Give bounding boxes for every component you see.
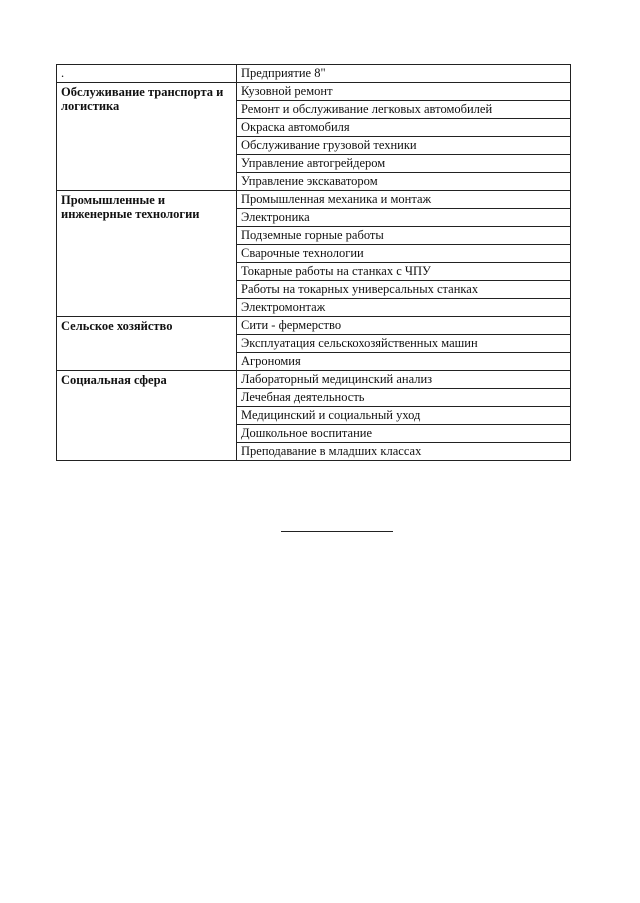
category-cell: Обслуживание транспорта и логистика — [57, 83, 237, 191]
competencies-table-body — [57, 65, 571, 461]
table-header-row — [57, 65, 571, 83]
competency-cell: Преподавание в младших классах — [237, 443, 571, 461]
competency-cell: Сварочные технологии — [237, 245, 571, 263]
competency-cell: Медицинский и социальный уход — [237, 407, 571, 425]
competency-cell: Управление автогрейдером — [237, 155, 571, 173]
competency-cell: Работы на токарных универсальных станках — [237, 281, 571, 299]
header-left-cell: . — [57, 65, 237, 83]
table-row — [57, 371, 571, 389]
table-row — [57, 191, 571, 209]
separator-line — [281, 531, 393, 532]
competencies-table — [56, 64, 571, 461]
competency-cell: Токарные работы на станках с ЧПУ — [237, 263, 571, 281]
competency-cell: Электромонтаж — [237, 299, 571, 317]
competency-cell: Агрономия — [237, 353, 571, 371]
competency-cell: Сити - фермерство — [237, 317, 571, 335]
competency-cell: Лабораторный медицинский анализ — [237, 371, 571, 389]
category-cell: Сельское хозяйство — [57, 317, 237, 371]
competency-cell: Лечебная деятельность — [237, 389, 571, 407]
competency-cell: Эксплуатация сельскохозяйственных машин — [237, 335, 571, 353]
table-row — [57, 83, 571, 101]
competency-cell: Дошкольное воспитание — [237, 425, 571, 443]
competency-cell: Обслуживание грузовой техники — [237, 137, 571, 155]
competency-cell: Управление экскаватором — [237, 173, 571, 191]
table-row — [57, 317, 571, 335]
competency-cell: Электроника — [237, 209, 571, 227]
category-cell: Промышленные и инженерные технологии — [57, 191, 237, 317]
competency-cell: Кузовной ремонт — [237, 83, 571, 101]
header-right-cell: Предприятие 8" — [237, 65, 571, 83]
competency-cell: Окраска автомобиля — [237, 119, 571, 137]
competency-cell: Подземные горные работы — [237, 227, 571, 245]
category-cell: Социальная сфера — [57, 371, 237, 461]
competency-cell: Ремонт и обслуживание легковых автомобилей — [237, 101, 571, 119]
competency-cell: Промышленная механика и монтаж — [237, 191, 571, 209]
